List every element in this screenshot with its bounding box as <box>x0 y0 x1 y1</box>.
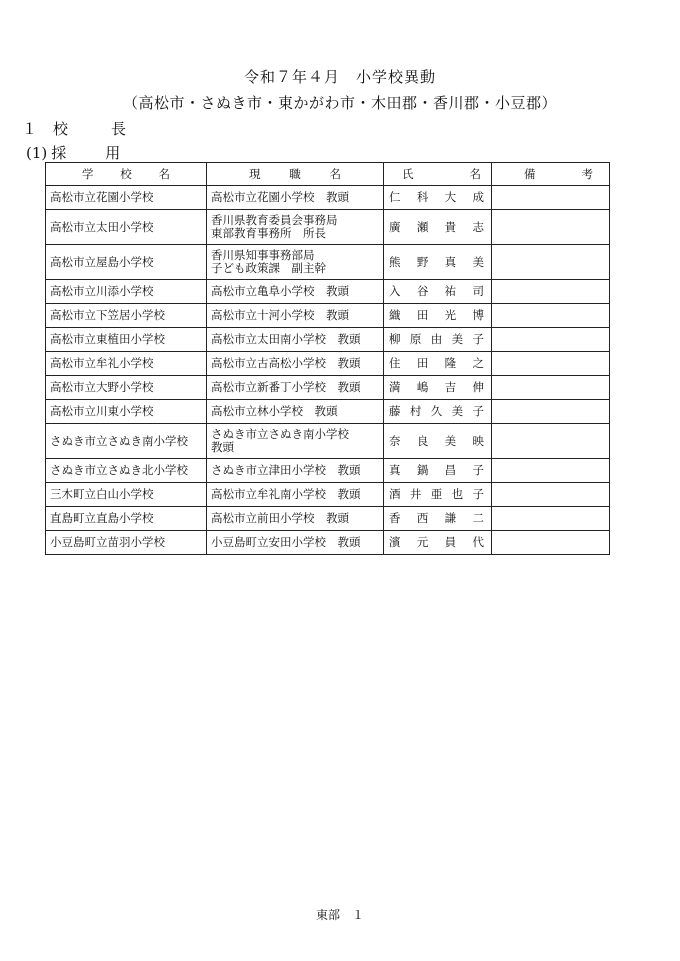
current-position-cell <box>207 210 384 245</box>
current-position-line: 高松市立前田小学校 教頭 <box>211 511 349 525</box>
remarks-cell <box>492 352 610 376</box>
table-header-row <box>46 163 610 186</box>
table-row <box>46 459 610 483</box>
current-position-line: 高松市立古高松小学校 教頭 <box>211 356 361 370</box>
subsection-heading <box>26 142 132 163</box>
person-name-cell <box>384 424 492 459</box>
remarks-cell <box>492 483 610 507</box>
current-position-line: さぬき市立さぬき南小学校 <box>211 427 349 441</box>
table-row <box>46 328 610 352</box>
current-position-line: 高松市立林小学校 教頭 <box>211 404 338 418</box>
current-position-cell <box>207 424 384 459</box>
header-remarks: 備 考 <box>492 163 610 186</box>
current-position-line: 高松市立牟礼南小学校 教頭 <box>211 487 361 501</box>
current-position-line: 高松市立新番丁小学校 教頭 <box>211 380 361 394</box>
subsection-label: 採 用 <box>51 144 133 162</box>
person-name: 廣 瀬 貴 志 <box>389 219 484 234</box>
current-position-line: 東部教育事務所 所長 <box>211 226 326 240</box>
current-position-cell <box>207 186 384 210</box>
current-position-line: 高松市立亀阜小学校 教頭 <box>211 284 349 298</box>
person-name-cell <box>384 507 492 531</box>
remarks-cell <box>492 245 610 280</box>
person-name: 満 嶋 吉 伸 <box>389 380 484 394</box>
school-cell: 直島町立直島小学校 <box>46 507 207 531</box>
remarks-cell <box>492 328 610 352</box>
person-name-cell <box>384 459 492 483</box>
school-cell: 高松市立屋島小学校 <box>46 245 207 280</box>
header-school: 学 校 名 <box>46 163 207 186</box>
current-position-cell <box>207 245 384 280</box>
person-name: 真 鍋 昌 子 <box>389 463 484 477</box>
remarks-cell <box>492 304 610 328</box>
section-number: １ <box>22 120 40 138</box>
school-cell: さぬき市立さぬき南小学校 <box>46 424 207 459</box>
current-position-cell <box>207 304 384 328</box>
table-row <box>46 376 610 400</box>
school-cell: 高松市立川東小学校 <box>46 400 207 424</box>
person-name-cell <box>384 210 492 245</box>
remarks-cell <box>492 459 610 483</box>
current-position-cell <box>207 531 384 555</box>
remarks-cell <box>492 424 610 459</box>
current-position-line: 香川県教育委員会事務局 <box>211 213 338 227</box>
person-name: 熊 野 真 美 <box>389 254 484 269</box>
school-cell: 高松市立大野小学校 <box>46 376 207 400</box>
document-title: 令和７年４月 小学校異動 <box>243 68 436 86</box>
school-cell: 高松市立花園小学校 <box>46 186 207 210</box>
person-name: 香 西 謙 二 <box>389 511 484 525</box>
person-name-cell <box>384 376 492 400</box>
school-cell: 高松市立下笠居小学校 <box>46 304 207 328</box>
section-heading <box>22 118 140 139</box>
remarks-cell <box>492 210 610 245</box>
person-name-cell <box>384 400 492 424</box>
current-position-cell <box>207 376 384 400</box>
current-position-line: 高松市立花園小学校 教頭 <box>211 190 349 204</box>
current-position-line: 高松市立十河小学校 教頭 <box>211 308 349 322</box>
person-name: 入 谷 祐 司 <box>389 284 484 298</box>
table-row <box>46 245 610 280</box>
appointment-table <box>45 162 610 555</box>
remarks-cell <box>492 376 610 400</box>
current-position-cell <box>207 507 384 531</box>
current-position-cell <box>207 459 384 483</box>
person-name-cell <box>384 245 492 280</box>
current-position-line: 高松市立太田南小学校 教頭 <box>211 332 361 346</box>
current-position-line: さぬき市立津田小学校 教頭 <box>211 463 361 477</box>
page-footer: 東部 １ <box>315 908 364 922</box>
school-cell: 高松市立川添小学校 <box>46 280 207 304</box>
current-position-cell <box>207 280 384 304</box>
table-row <box>46 424 610 459</box>
person-name-cell <box>384 483 492 507</box>
person-name: 住 田 隆 之 <box>389 356 484 370</box>
person-name: 奈 良 美 映 <box>389 433 484 448</box>
school-cell: 高松市立東植田小学校 <box>46 328 207 352</box>
header-name: 氏 名 <box>384 163 492 186</box>
remarks-cell <box>492 400 610 424</box>
table-row <box>46 186 610 210</box>
person-name: 柳 原 由 美 子 <box>389 332 484 346</box>
person-name-cell <box>384 352 492 376</box>
table-row <box>46 507 610 531</box>
current-position-cell <box>207 483 384 507</box>
person-name: 藤 村 久 美 子 <box>389 404 484 418</box>
person-name: 酒 井 亜 也 子 <box>389 487 484 501</box>
current-position-line: 香川県知事事務部局 <box>211 248 315 262</box>
school-cell: 三木町立白山小学校 <box>46 483 207 507</box>
person-name-cell <box>384 186 492 210</box>
document-subtitle: （高松市・さぬき市・東かがわ市・木田郡・香川郡・小豆郡） <box>122 94 557 112</box>
table-row <box>46 280 610 304</box>
table-row <box>46 210 610 245</box>
table-row <box>46 400 610 424</box>
current-position-line: 子ども政策課 副主幹 <box>211 261 326 275</box>
school-cell: 小豆島町立苗羽小学校 <box>46 531 207 555</box>
remarks-cell <box>492 280 610 304</box>
person-name-cell <box>384 531 492 555</box>
current-position-cell <box>207 352 384 376</box>
table-row <box>46 304 610 328</box>
subsection-number: (1) <box>26 144 48 162</box>
table-row <box>46 483 610 507</box>
school-cell: さぬき市立さぬき北小学校 <box>46 459 207 483</box>
person-name-cell <box>384 304 492 328</box>
person-name-cell <box>384 328 492 352</box>
header-current-position: 現 職 名 <box>207 163 384 186</box>
person-name: 濱 元 員 代 <box>389 535 484 549</box>
table-row <box>46 531 610 555</box>
section-label: 校 長 <box>53 120 141 138</box>
current-position-cell <box>207 328 384 352</box>
current-position-line: 小豆島町立安田小学校 教頭 <box>211 535 361 549</box>
remarks-cell <box>492 186 610 210</box>
school-cell: 高松市立牟礼小学校 <box>46 352 207 376</box>
table-row <box>46 352 610 376</box>
current-position-line: 教頭 <box>211 440 234 454</box>
person-name-cell <box>384 280 492 304</box>
school-cell: 高松市立太田小学校 <box>46 210 207 245</box>
remarks-cell <box>492 531 610 555</box>
person-name: 仁 科 大 成 <box>389 190 484 204</box>
remarks-cell <box>492 507 610 531</box>
person-name: 織 田 光 博 <box>389 308 484 322</box>
current-position-cell <box>207 400 384 424</box>
